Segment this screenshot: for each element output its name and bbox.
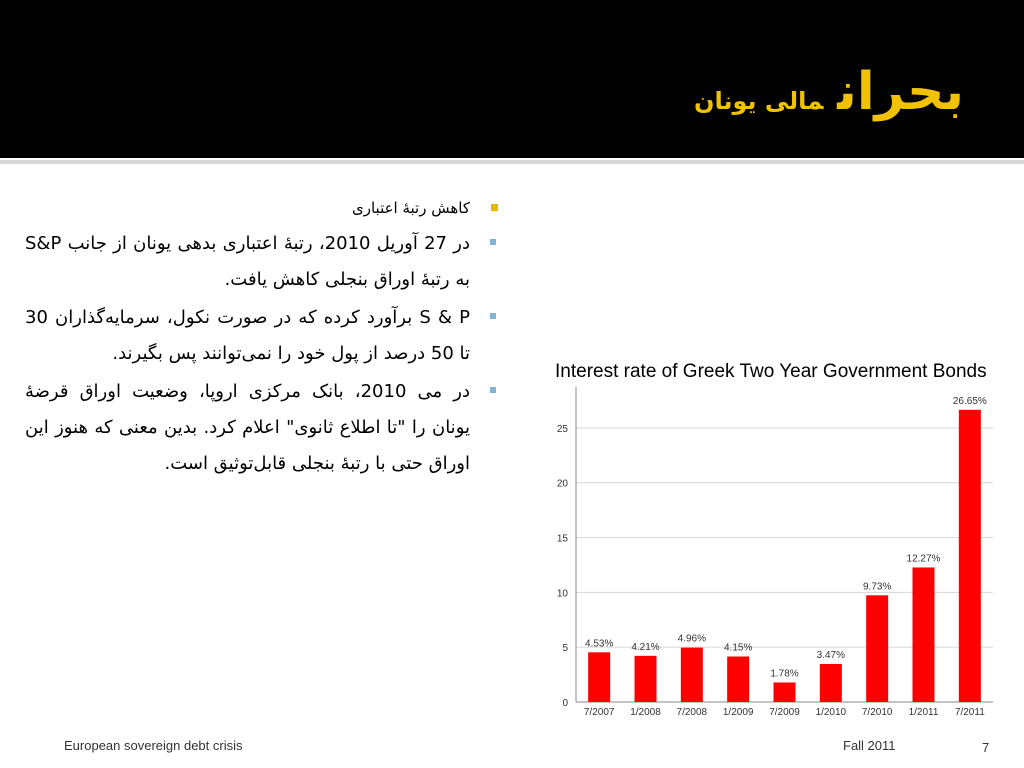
bar — [681, 648, 703, 702]
x-tick-label: 1/2010 — [815, 707, 847, 718]
bar — [959, 410, 981, 702]
title-main: بحران — [837, 62, 964, 122]
y-tick-label: 10 — [556, 588, 568, 600]
bar-value-label: 4.15% — [723, 642, 753, 654]
x-tick-label: 1/2011 — [908, 707, 939, 718]
bar — [866, 595, 888, 702]
bar-value-label: 4.21% — [631, 641, 660, 653]
chart-title: Interest rate of Greek Two Year Government Bonds — [555, 361, 987, 382]
footer-left: European sovereign debt crisis — [64, 738, 243, 753]
bullet-heading-text: کاهش رتبهٔ اعتباری — [352, 199, 470, 217]
bar — [913, 567, 935, 702]
x-tick-label: 1/2009 — [722, 707, 754, 718]
bond-rate-chart — [545, 355, 1015, 725]
bar — [774, 682, 796, 702]
bar-value-label: 12.27% — [906, 553, 941, 565]
slide-title — [694, 62, 964, 122]
page-number: 7 — [982, 740, 990, 755]
bar-value-label: 4.53% — [584, 638, 614, 650]
chart-canvas — [545, 355, 1015, 725]
slide-content — [25, 196, 508, 484]
bar — [820, 664, 842, 702]
sub-bullet-text: در 27 آوریل 2010، رتبهٔ اعتباری بدهی یونان از جانب S&P به رتبهٔ اوراق بنجلی کاهش یافت. — [25, 233, 470, 290]
x-tick-label: 7/2010 — [861, 707, 893, 718]
y-tick-label: 15 — [556, 533, 568, 545]
square-bullet-icon — [490, 239, 496, 245]
bar-value-label: 1.78% — [770, 668, 799, 680]
x-tick-label: 7/2009 — [769, 707, 800, 718]
y-tick-label: 25 — [556, 423, 568, 435]
bar-value-label: 9.73% — [862, 581, 892, 593]
sub-bullet — [25, 226, 508, 298]
sub-bullet — [25, 300, 508, 372]
square-bullet-icon — [490, 387, 496, 393]
bar-value-label: 3.47% — [816, 649, 846, 661]
bullet-heading — [25, 196, 508, 220]
bar-value-label: 4.96% — [677, 633, 707, 645]
y-tick-label: 20 — [556, 478, 568, 490]
sub-bullet-text: S & P برآورد کرده که در صورت نکول، سرمایه‌گذاران 30 تا 50 درصد از پول خود را نمی‌توانند پس بگیرند. — [25, 307, 470, 364]
square-bullet-icon — [490, 313, 496, 319]
y-tick-label: 5 — [562, 643, 568, 655]
footer-date: Fall 2011 — [843, 738, 896, 753]
y-tick-label: 0 — [562, 698, 568, 709]
bar — [635, 656, 657, 702]
x-tick-label: 7/2007 — [583, 707, 615, 718]
sub-bullet — [25, 374, 508, 482]
bar — [588, 652, 610, 702]
sub-bullet-text: در می 2010، بانک مرکزی اروپا، وضعیت اوراق قرضهٔ یونان را "تا اطلاع ثانوی" اعلام کرد. بدین معنی که هنوز این اوراق حتی با رتبهٔ بنجلی قابل‌توثیق است. — [25, 381, 470, 474]
x-tick-label: 7/2011 — [954, 707, 985, 718]
bar-value-label: 26.65% — [952, 395, 987, 407]
bar — [727, 656, 749, 702]
x-tick-label: 1/2008 — [630, 707, 661, 718]
x-tick-label: 7/2008 — [676, 707, 708, 718]
square-bullet-icon — [491, 204, 498, 211]
title-sub: مالی یونان — [693, 87, 824, 115]
header-divider — [0, 160, 1024, 164]
